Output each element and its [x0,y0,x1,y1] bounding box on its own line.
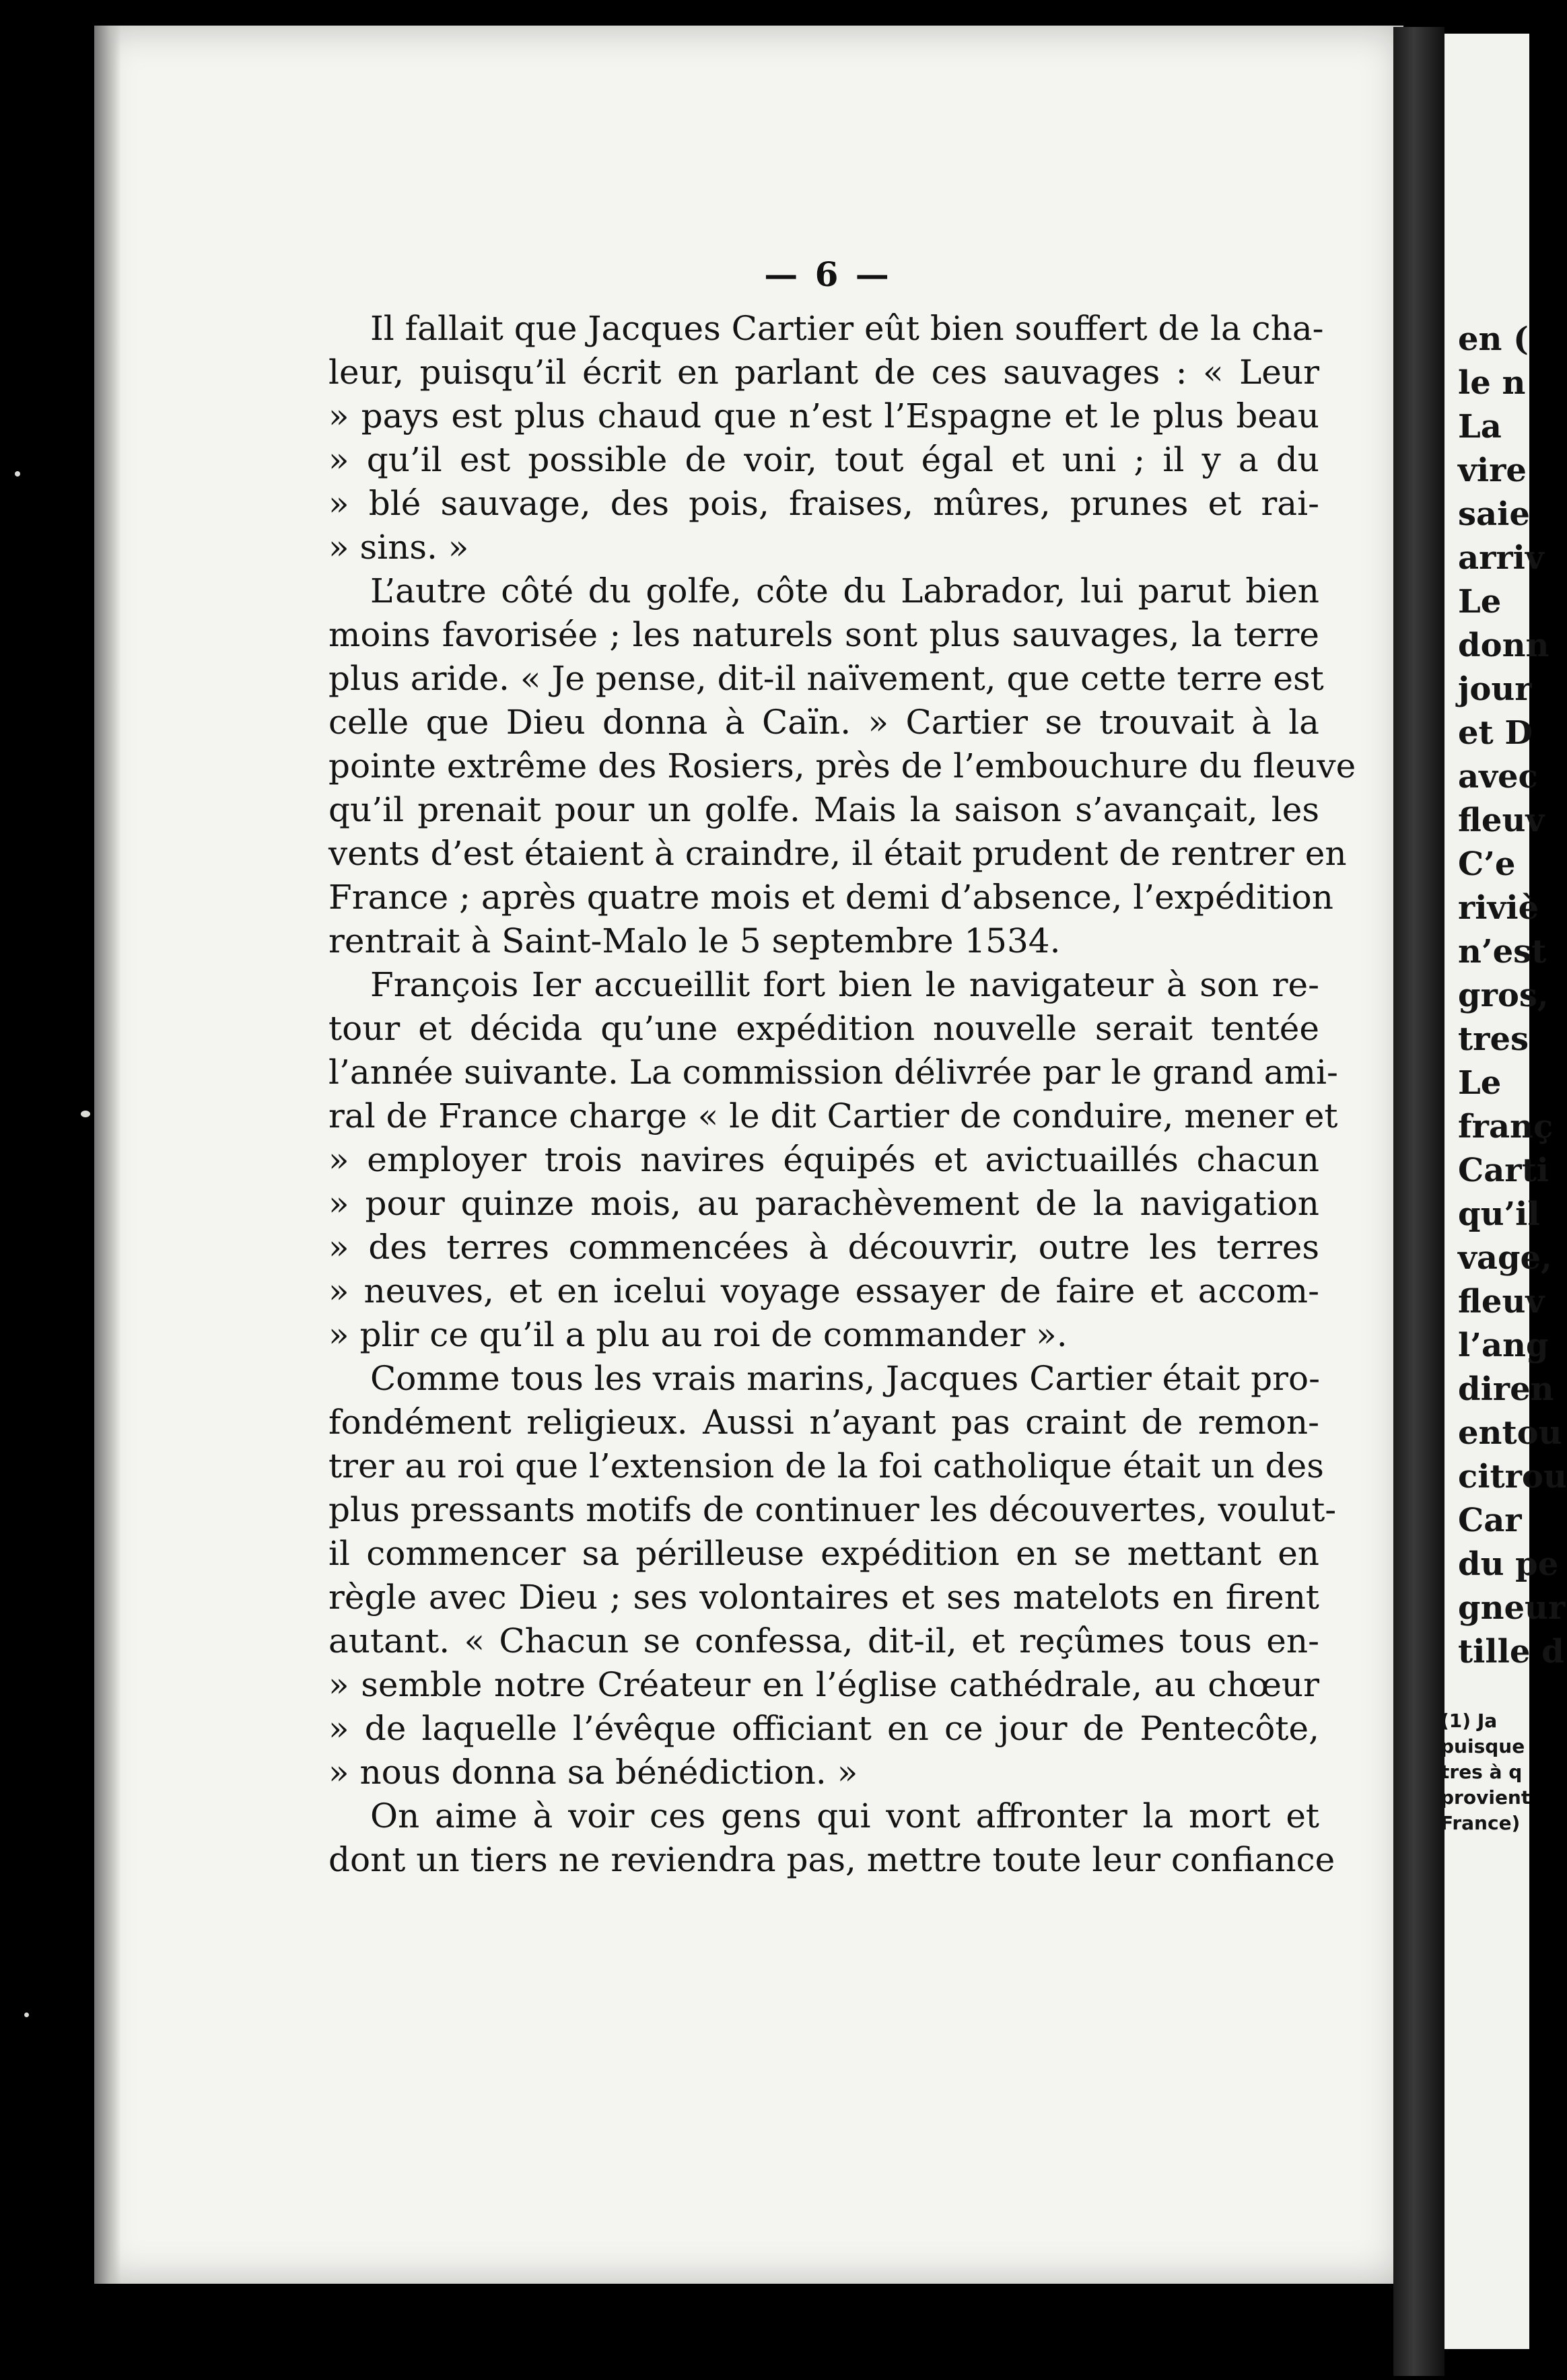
facing-text-fragment: l’ang [1458,1327,1549,1364]
facing-footnote-fragment: provient [1440,1786,1531,1809]
text-line: pointe extrême des Rosiers, près de l’embouchure du fleuve [328,746,1356,785]
facing-text-fragment: C’e [1458,845,1516,883]
text-line: François Ier accueillit fort bien le navigateur à son re- [370,965,1319,1004]
body-text [328,307,1356,1882]
left-page-edge [94,26,121,2284]
text-line: » plir ce qu’il a plu au roi de commander ». [328,1315,1068,1354]
text-line: Il fallait que Jacques Cartier eût bien souffert de la cha- [370,309,1324,348]
facing-text-fragment: gros, [1458,977,1549,1014]
facing-text-fragment: n’est [1458,933,1547,971]
facing-text-fragment: qu’il [1458,1195,1540,1233]
facing-text-fragment: du pe [1458,1545,1559,1583]
text-line: dont un tiers ne reviendra pas, mettre toute leur confiance [328,1840,1335,1879]
scan-speck [15,471,20,477]
text-line: » pour quinze mois, au parachèvement de la navigation [328,1184,1319,1223]
text-line: autant. « Chacun se confessa, dit-il, et reçûmes tous en- [328,1621,1319,1660]
text-line: » de laquelle l’évêque officiant en ce jour de Pentecôte, [328,1709,1319,1748]
text-line: France ; après quatre mois et demi d’absence, l’expédition [328,878,1333,917]
facing-text-fragment: donn [1458,627,1549,664]
text-line: On aime à voir ces gens qui vont affronter la mort et [370,1796,1319,1835]
facing-text-fragment: citrou [1458,1458,1567,1496]
text-line: L’autre côté du golfe, côte du Labrador, lui parut bien [370,571,1319,610]
text-line: Comme tous les vrais marins, Jacques Cartier était pro- [370,1359,1321,1398]
facing-footnote-fragment: tres à q [1440,1761,1523,1783]
facing-text-fragment: tres [1458,1020,1529,1058]
text-line: » employer trois navires équipés et avictuaillés chacun [328,1140,1319,1179]
facing-footnote-fragment: (1) Ja [1440,1710,1498,1732]
facing-text-fragment: Le [1458,1064,1502,1102]
text-line: » des terres commencées à découvrir, outre les terres [328,1228,1319,1267]
facing-text-fragment: en ( [1458,320,1529,358]
facing-text-fragment: arriv [1458,539,1544,577]
text-line: leur, puisqu’il écrit en parlant de ces sauvages : « Leur [328,353,1319,392]
text-line: » sins. » [328,528,469,567]
text-line: fondément religieux. Aussi n’ayant pas craint de remon- [328,1403,1319,1442]
text-line: l’année suivante. La commission délivrée par le grand ami- [328,1053,1338,1092]
facing-footnote-fragment: puisque [1440,1735,1525,1757]
facing-text-fragment: saie [1458,495,1530,533]
facing-footnote-fragment: France) [1440,1812,1521,1834]
text-line: plus aride. « Je pense, dit-il naïvement, que cette terre est [328,659,1324,698]
facing-text-fragment: tille d [1458,1633,1564,1671]
text-line: règle avec Dieu ; ses volontaires et ses matelots en firent [328,1578,1319,1617]
facing-text-fragment: diren [1458,1370,1554,1408]
facing-text-fragment: Car [1458,1502,1522,1539]
facing-text-fragment: riviè [1458,889,1539,927]
text-line: plus pressants motifs de continuer les découvertes, voulut- [328,1490,1337,1529]
facing-text-fragment: gneur [1458,1589,1566,1627]
text-line: il commencer sa périlleuse expédition en se mettant en [328,1534,1319,1573]
text-line: » neuves, et en icelui voyage essayer de faire et accom- [328,1271,1319,1310]
facing-text-fragment: Carti [1458,1152,1549,1189]
page-number: — 6 — [764,254,892,294]
text-line: trer au roi que l’extension de la foi catholique était un des [328,1446,1324,1485]
facing-text-fragment: jour [1458,670,1532,708]
facing-text-fragment: vage, [1458,1239,1552,1277]
facing-text-fragment: vire [1458,452,1527,489]
scan-speck [81,1111,90,1117]
text-line: » nous donna sa bénédiction. » [328,1753,858,1792]
text-line: ral de France charge « le dit Cartier de conduire, mener et [328,1096,1338,1135]
text-line: vents d’est étaient à craindre, il était prudent de rentrer en [328,834,1347,873]
facing-text-fragment: fleuv [1458,802,1545,839]
text-line: » blé sauvage, des pois, fraises, mûres, prunes et rai- [328,484,1319,523]
text-line: » semble notre Créateur en l’église cathédrale, au chœur [328,1665,1319,1704]
facing-text-fragment: avec [1458,758,1538,796]
facing-text-fragment: entou [1458,1414,1562,1452]
facing-text-fragment: Le [1458,583,1502,621]
scan-speck [24,2013,29,2017]
facing-text-fragment: le n [1458,364,1526,402]
facing-text-fragment: La [1458,408,1502,446]
text-line: » pays est plus chaud que n’est l’Espagne et le plus beau [328,396,1319,435]
text-line: celle que Dieu donna à Caïn. » Cartier se trouvait à la [328,703,1319,742]
text-line: » qu’il est possible de voir, tout égal et uni ; il y a du [328,440,1319,479]
text-line: rentrait à Saint-Malo le 5 septembre 1534. [328,921,1061,960]
facing-text-fragment: fleuv [1458,1283,1545,1321]
text-line: moins favorisée ; les naturels sont plus sauvages, la terre [328,615,1319,654]
text-line: qu’il prenait pour un golfe. Mais la saison s’avançait, les [328,790,1319,829]
book-gutter [1393,27,1444,2376]
facing-text-fragment: et D [1458,714,1533,752]
text-line: tour et décida qu’une expédition nouvelle serait tentée [328,1009,1319,1048]
facing-text-fragment: franç [1458,1108,1554,1146]
